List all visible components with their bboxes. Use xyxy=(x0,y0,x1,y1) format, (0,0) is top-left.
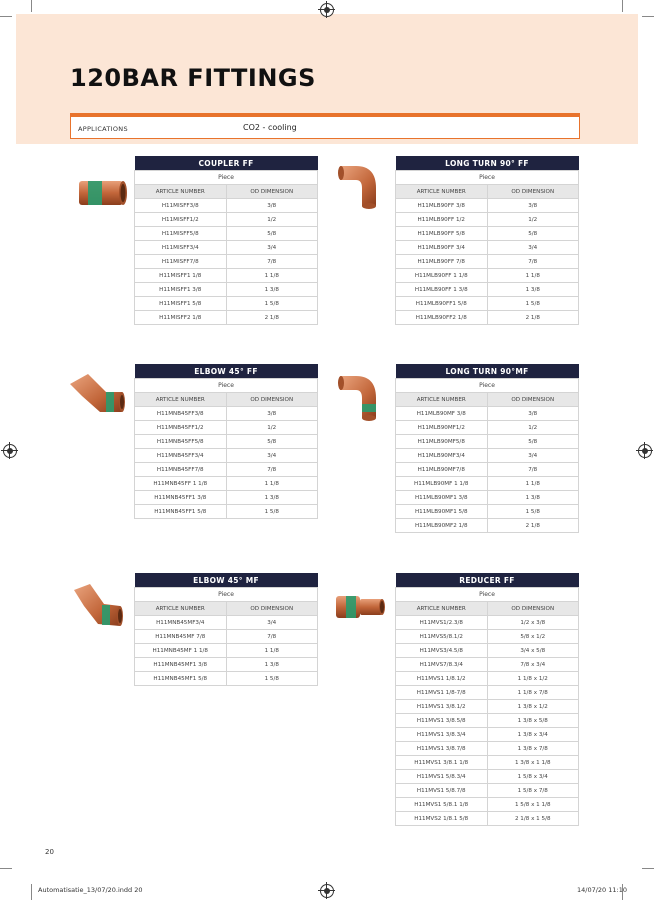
od-dimension-cell: 1 5/8 xyxy=(226,505,318,519)
article-number-cell: H11MNB45FF1/2 xyxy=(135,421,227,435)
od-dimension-cell: 1/2 xyxy=(487,213,579,227)
long-turn-90-ff-table xyxy=(395,156,579,325)
article-number-cell: H11MISFF3/4 xyxy=(135,241,227,255)
article-number-cell: H11MNB45MF3/4 xyxy=(135,616,227,630)
od-dimension-cell: 3/8 xyxy=(487,407,579,421)
registration-mark-right-icon xyxy=(638,444,652,458)
article-number-cell: H11MNB45MF 7/8 xyxy=(135,630,227,644)
table-row xyxy=(396,241,579,255)
article-number-cell: H11MISFF1 1/8 xyxy=(135,269,227,283)
elbow-45-ff-table xyxy=(134,364,318,519)
article-number-cell: H11MLB90MF1/2 xyxy=(396,421,488,435)
od-dimension-cell: 5/8 xyxy=(226,435,318,449)
article-number-cell: H11MVS1 1/8.1/2 xyxy=(396,672,488,686)
applications-label: APPLICATIONS xyxy=(78,125,128,133)
table-row xyxy=(135,449,318,463)
od-dimension-cell: 3/4 xyxy=(487,241,579,255)
article-number-cell: H11MLB90FF2 1/8 xyxy=(396,311,488,325)
crop-mark-bottom-left xyxy=(31,884,32,900)
od-dimension-cell: 5/8 xyxy=(226,227,318,241)
od-dimension-cell: 7/8 xyxy=(226,255,318,269)
table-row xyxy=(135,672,318,686)
article-number-cell: H11MNB45FF3/8 xyxy=(135,407,227,421)
product-table xyxy=(134,573,318,686)
od-dimension-cell: 3/8 xyxy=(226,407,318,421)
article-number-cell: H11MISFF1 3/8 xyxy=(135,283,227,297)
product-table xyxy=(395,573,579,826)
table-row xyxy=(135,283,318,297)
table-row xyxy=(135,213,318,227)
print-date: 14/07/20 11:10 xyxy=(577,886,627,894)
table-row xyxy=(396,784,579,798)
od-dimension-cell: 1 5/8 xyxy=(226,297,318,311)
od-dimension-cell: 1 1/8 xyxy=(226,644,318,658)
article-number-cell: H11MLB90FF1 5/8 xyxy=(396,297,488,311)
table-row xyxy=(135,435,318,449)
article-number-cell: H11MISFF2 1/8 xyxy=(135,311,227,325)
od-dimension-cell: 5/8 xyxy=(487,435,579,449)
od-dimension-cell: 3/8 xyxy=(487,199,579,213)
article-number-cell: H11MISFF5/8 xyxy=(135,227,227,241)
column-header-article: ARTICLE NUMBER xyxy=(135,602,227,616)
elbow-45-mf-image xyxy=(66,580,126,632)
od-dimension-cell: 1 5/8 x 7/8 xyxy=(487,784,579,798)
article-number-cell: H11MLB90MF7/8 xyxy=(396,463,488,477)
od-dimension-cell: 7/8 xyxy=(487,255,579,269)
od-dimension-cell: 1 1/8 xyxy=(226,269,318,283)
article-number-cell: H11MVS1/2.3/8 xyxy=(396,616,488,630)
article-number-cell: H11MLB90FF 1 1/8 xyxy=(396,269,488,283)
table-row xyxy=(396,770,579,784)
applications-value: CO2 - cooling xyxy=(243,123,297,132)
crop-mark-top-left-h xyxy=(0,16,12,17)
table-row xyxy=(396,756,579,770)
table-row xyxy=(396,269,579,283)
article-number-cell: H11MLB90MF3/4 xyxy=(396,449,488,463)
article-number-cell: H11MVS1 1/8-7/8 xyxy=(396,686,488,700)
table-title: LONG TURN 90° FF xyxy=(396,156,579,171)
od-dimension-cell: 1 5/8 x 3/4 xyxy=(487,770,579,784)
long-turn-90-mf-table xyxy=(395,364,579,533)
table-row xyxy=(396,283,579,297)
table-row xyxy=(135,255,318,269)
elbow-45-mf-table xyxy=(134,573,318,686)
table-row xyxy=(396,714,579,728)
table-row xyxy=(396,519,579,533)
crop-mark-bottom-left-h xyxy=(0,868,12,869)
applications-bar xyxy=(70,117,580,139)
table-unit: Piece xyxy=(135,379,318,393)
od-dimension-cell: 2 1/8 x 1 5/8 xyxy=(487,812,579,826)
table-row xyxy=(135,407,318,421)
crop-mark-top-right-h xyxy=(642,16,654,17)
crop-mark-bottom-right-h xyxy=(642,868,654,869)
table-row xyxy=(135,644,318,658)
table-row xyxy=(396,199,579,213)
column-header-article: ARTICLE NUMBER xyxy=(396,602,488,616)
article-number-cell: H11MISFF3/8 xyxy=(135,199,227,213)
od-dimension-cell: 3/4 xyxy=(226,241,318,255)
table-row xyxy=(396,255,579,269)
page-title: 120BAR FITTINGS xyxy=(70,64,316,92)
table-row xyxy=(135,297,318,311)
article-number-cell: H11MLB90MF2 1/8 xyxy=(396,519,488,533)
table-row xyxy=(396,686,579,700)
table-title: COUPLER FF xyxy=(135,156,318,171)
article-number-cell: H11MLB90MF 3/8 xyxy=(396,407,488,421)
table-row xyxy=(396,728,579,742)
od-dimension-cell: 7/8 xyxy=(487,463,579,477)
article-number-cell: H11MISFF7/8 xyxy=(135,255,227,269)
od-dimension-cell: 1 5/8 xyxy=(487,297,579,311)
od-dimension-cell: 3/4 xyxy=(487,449,579,463)
crop-mark-top-right xyxy=(622,0,623,12)
od-dimension-cell: 1/2 xyxy=(226,421,318,435)
table-unit: Piece xyxy=(396,171,579,185)
article-number-cell: H11MNB45MF1 3/8 xyxy=(135,658,227,672)
table-row xyxy=(135,463,318,477)
od-dimension-cell: 1 1/8 xyxy=(487,477,579,491)
table-title: ELBOW 45° MF xyxy=(135,573,318,588)
od-dimension-cell: 1 5/8 x 1 1/8 xyxy=(487,798,579,812)
table-row xyxy=(396,616,579,630)
table-unit: Piece xyxy=(396,588,579,602)
article-number-cell: H11MVS1 5/8.7/8 xyxy=(396,784,488,798)
article-number-cell: H11MNB45FF5/8 xyxy=(135,435,227,449)
table-row xyxy=(396,435,579,449)
table-title: LONG TURN 90°MF xyxy=(396,364,579,379)
od-dimension-cell: 1 3/8 x 7/8 xyxy=(487,742,579,756)
od-dimension-cell: 7/8 xyxy=(226,630,318,644)
od-dimension-cell: 2 1/8 xyxy=(487,519,579,533)
table-row xyxy=(396,672,579,686)
table-row xyxy=(135,616,318,630)
product-table xyxy=(395,364,579,533)
od-dimension-cell: 1 1/8 x 7/8 xyxy=(487,686,579,700)
table-row xyxy=(396,700,579,714)
table-row xyxy=(396,407,579,421)
od-dimension-cell: 1 3/8 xyxy=(487,491,579,505)
coupler-ff-table xyxy=(134,156,318,325)
od-dimension-cell: 3/4 x 5/8 xyxy=(487,644,579,658)
article-number-cell: H11MLB90MF5/8 xyxy=(396,435,488,449)
table-row xyxy=(396,213,579,227)
long-turn-90-ff-image xyxy=(336,160,388,212)
od-dimension-cell: 1 3/8 xyxy=(226,658,318,672)
od-dimension-cell: 1/2 xyxy=(487,421,579,435)
article-number-cell: H11MISFF1 5/8 xyxy=(135,297,227,311)
od-dimension-cell: 7/8 xyxy=(226,463,318,477)
od-dimension-cell: 1 3/8 x 1 1/8 xyxy=(487,756,579,770)
registration-mark-left-icon xyxy=(3,444,17,458)
article-number-cell: H11MVS1 3/8.1/2 xyxy=(396,700,488,714)
article-number-cell: H11MLB90FF 7/8 xyxy=(396,255,488,269)
od-dimension-cell: 1 3/8 xyxy=(226,491,318,505)
reducer-ff-table xyxy=(395,573,579,826)
table-row xyxy=(396,449,579,463)
crop-mark-top-left xyxy=(31,0,32,12)
od-dimension-cell: 1 3/8 x 5/8 xyxy=(487,714,579,728)
long-turn-90-mf-image xyxy=(336,370,388,424)
article-number-cell: H11MNB45MF1 5/8 xyxy=(135,672,227,686)
od-dimension-cell: 3/8 xyxy=(226,199,318,213)
table-row xyxy=(396,463,579,477)
article-number-cell: H11MVS3/4.5/8 xyxy=(396,644,488,658)
elbow-45-ff-image xyxy=(66,370,126,418)
table-row xyxy=(396,505,579,519)
table-row xyxy=(396,421,579,435)
table-title: ELBOW 45° FF xyxy=(135,364,318,379)
column-header-od: OD DIMENSION xyxy=(487,602,579,616)
column-header-article: ARTICLE NUMBER xyxy=(135,185,227,199)
table-row xyxy=(135,269,318,283)
od-dimension-cell: 1/2 xyxy=(226,213,318,227)
article-number-cell: H11MLB90MF1 5/8 xyxy=(396,505,488,519)
product-table xyxy=(395,156,579,325)
od-dimension-cell: 3/4 xyxy=(226,449,318,463)
article-number-cell: H11MLB90FF 5/8 xyxy=(396,227,488,241)
table-row xyxy=(396,798,579,812)
column-header-article: ARTICLE NUMBER xyxy=(396,393,488,407)
article-number-cell: H11MNB45FF 1 1/8 xyxy=(135,477,227,491)
article-number-cell: H11MNB45MF 1 1/8 xyxy=(135,644,227,658)
article-number-cell: H11MVS7/8.3/4 xyxy=(396,658,488,672)
column-header-od: OD DIMENSION xyxy=(487,393,579,407)
od-dimension-cell: 1 3/8 xyxy=(226,283,318,297)
od-dimension-cell: 7/8 x 3/4 xyxy=(487,658,579,672)
column-header-od: OD DIMENSION xyxy=(226,393,318,407)
od-dimension-cell: 5/8 xyxy=(487,227,579,241)
column-header-od: OD DIMENSION xyxy=(226,602,318,616)
article-number-cell: H11MISFF1/2 xyxy=(135,213,227,227)
table-row xyxy=(396,227,579,241)
product-table xyxy=(134,364,318,519)
article-number-cell: H11MVS1 3/8.5/8 xyxy=(396,714,488,728)
article-number-cell: H11MNB45FF3/4 xyxy=(135,449,227,463)
od-dimension-cell: 1 1/8 x 1/2 xyxy=(487,672,579,686)
article-number-cell: H11MVS5/8.1/2 xyxy=(396,630,488,644)
registration-mark-top-icon xyxy=(320,3,334,17)
file-slug: Automatisatie_13/07/20.indd 20 xyxy=(38,886,143,894)
coupler-ff-image xyxy=(78,176,128,210)
od-dimension-cell: 1 1/8 xyxy=(226,477,318,491)
od-dimension-cell: 3/4 xyxy=(226,616,318,630)
registration-mark-bottom-icon xyxy=(320,884,334,898)
article-number-cell: H11MVS2 1/8.1 5/8 xyxy=(396,812,488,826)
column-header-article: ARTICLE NUMBER xyxy=(396,185,488,199)
article-number-cell: H11MLB90FF 3/8 xyxy=(396,199,488,213)
table-unit: Piece xyxy=(135,171,318,185)
table-row xyxy=(396,491,579,505)
table-row xyxy=(135,421,318,435)
od-dimension-cell: 1 5/8 xyxy=(487,505,579,519)
table-row xyxy=(396,812,579,826)
article-number-cell: H11MLB90FF 1 3/8 xyxy=(396,283,488,297)
od-dimension-cell: 1 3/8 x 3/4 xyxy=(487,728,579,742)
table-row xyxy=(135,630,318,644)
article-number-cell: H11MVS1 3/8.3/4 xyxy=(396,728,488,742)
article-number-cell: H11MNB45FF1 5/8 xyxy=(135,505,227,519)
column-header-article: ARTICLE NUMBER xyxy=(135,393,227,407)
table-row xyxy=(396,630,579,644)
od-dimension-cell: 2 1/8 xyxy=(487,311,579,325)
reducer-ff-image xyxy=(334,592,388,622)
article-number-cell: H11MNB45FF7/8 xyxy=(135,463,227,477)
page-number: 20 xyxy=(45,848,54,856)
article-number-cell: H11MLB90MF1 3/8 xyxy=(396,491,488,505)
table-row xyxy=(135,227,318,241)
table-unit: Piece xyxy=(396,379,579,393)
article-number-cell: H11MNB45FF1 3/8 xyxy=(135,491,227,505)
table-row xyxy=(396,658,579,672)
od-dimension-cell: 1 3/8 xyxy=(487,283,579,297)
od-dimension-cell: 1 3/8 x 1/2 xyxy=(487,700,579,714)
article-number-cell: H11MLB90FF 1/2 xyxy=(396,213,488,227)
table-row xyxy=(396,742,579,756)
column-header-od: OD DIMENSION xyxy=(226,185,318,199)
table-row xyxy=(135,199,318,213)
table-row xyxy=(135,491,318,505)
table-row xyxy=(396,644,579,658)
table-row xyxy=(135,477,318,491)
table-row xyxy=(135,505,318,519)
table-row xyxy=(135,311,318,325)
article-number-cell: H11MVS1 3/8.1 1/8 xyxy=(396,756,488,770)
article-number-cell: H11MVS1 5/8.3/4 xyxy=(396,770,488,784)
table-row xyxy=(396,311,579,325)
table-unit: Piece xyxy=(135,588,318,602)
table-row xyxy=(135,658,318,672)
od-dimension-cell: 1/2 x 3/8 xyxy=(487,616,579,630)
od-dimension-cell: 1 5/8 xyxy=(226,672,318,686)
od-dimension-cell: 2 1/8 xyxy=(226,311,318,325)
table-row xyxy=(396,297,579,311)
column-header-od: OD DIMENSION xyxy=(487,185,579,199)
article-number-cell: H11MLB90MF 1 1/8 xyxy=(396,477,488,491)
od-dimension-cell: 1 1/8 xyxy=(487,269,579,283)
article-number-cell: H11MLB90FF 3/4 xyxy=(396,241,488,255)
table-title: REDUCER FF xyxy=(396,573,579,588)
article-number-cell: H11MVS1 3/8.7/8 xyxy=(396,742,488,756)
table-row xyxy=(396,477,579,491)
table-row xyxy=(135,241,318,255)
article-number-cell: H11MVS1 5/8.1 1/8 xyxy=(396,798,488,812)
od-dimension-cell: 5/8 x 1/2 xyxy=(487,630,579,644)
product-table xyxy=(134,156,318,325)
